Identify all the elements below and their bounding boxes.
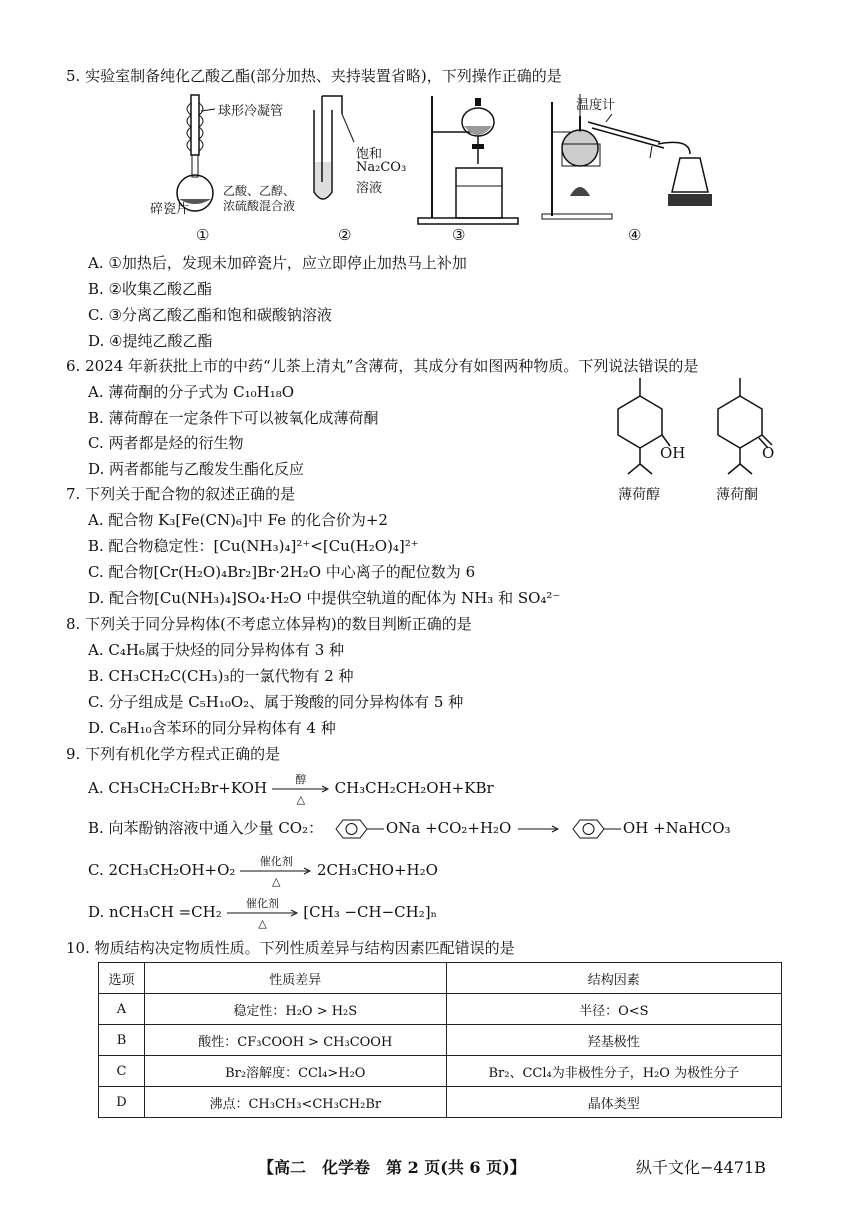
publisher-code: 纵千文化−4471B bbox=[636, 1158, 766, 1177]
table-cell: 稳定性：H₂O > H₂S bbox=[144, 994, 446, 1025]
table-cell: 羟基极性 bbox=[446, 1025, 781, 1056]
q9-d-cond-top: 催化剂 bbox=[246, 897, 280, 910]
table-header-row bbox=[99, 963, 782, 994]
menthol-group: OH bbox=[660, 444, 686, 462]
menthone-structure bbox=[700, 378, 790, 492]
table-row bbox=[99, 1087, 782, 1118]
q5-option-c: C. ③分离乙酸乙酯和饱和碳酸钠溶液 bbox=[88, 306, 332, 324]
distillation-figure bbox=[540, 92, 730, 226]
menthol-drawing bbox=[600, 378, 690, 488]
fig-num-2: ② bbox=[338, 226, 352, 244]
q6-option-b: B. 薄荷醇在一定条件下可以被氧化成薄荷酮 bbox=[88, 409, 379, 427]
q8-option-b: B. CH₃CH₂C(CH₃)₃的一氯代物有 2 种 bbox=[88, 667, 354, 685]
benzene-ring-icon bbox=[565, 818, 623, 840]
q6-option-c: C. 两者都是烃的衍生物 bbox=[88, 434, 244, 452]
saturated-label-3: 溶液 bbox=[356, 181, 383, 196]
q9-d-arrow bbox=[227, 897, 299, 930]
q6-stem: 6. 2024 年新获批上市的中药“儿茶上清丸”含薄荷，其成分有如图两种物质。下列说法错误的是 bbox=[66, 357, 699, 375]
menthol-name: 薄荷醇 bbox=[618, 487, 660, 503]
saturated-label-1: 饱和 bbox=[356, 147, 383, 162]
separating-funnel-drawing bbox=[418, 92, 528, 227]
q9-b-left: B. 向苯酚钠溶液中通入少量 CO₂： bbox=[88, 819, 324, 837]
q8-option-c: C. 分子组成是 C₅H₁₀O₂、属于羧酸的同分异构体有 5 种 bbox=[88, 693, 464, 711]
table-row bbox=[99, 1025, 782, 1056]
q9-b-mid: ONa +CO₂+H₂O bbox=[385, 819, 512, 837]
q9-option-c bbox=[88, 855, 438, 888]
table-cell: 半径：O<S bbox=[446, 994, 781, 1025]
table-cell: 晶体类型 bbox=[446, 1087, 781, 1118]
table-header-cell: 性质差异 bbox=[144, 963, 446, 994]
q8-option-a: A. C₄H₆属于炔烃的同分异构体有 3 种 bbox=[88, 641, 345, 659]
chips-label: 碎瓷片 bbox=[150, 202, 190, 217]
q9-d-cond-bot: △ bbox=[258, 917, 267, 930]
q9-c-right: 2CH₃CHO+H₂O bbox=[316, 861, 438, 879]
q9-a-arrow bbox=[272, 773, 330, 806]
q9-a-cond-top: 醇 bbox=[295, 773, 307, 786]
table-cell: 酸性：CF₃COOH > CH₃COOH bbox=[144, 1025, 446, 1056]
q7-option-b: B. 配合物稳定性：[Cu(NH₃)₄]²⁺<[Cu(H₂O)₄]²⁺ bbox=[88, 537, 419, 555]
fig-num-4: ④ bbox=[628, 226, 642, 244]
q9-d-right: [CH₃ −CH−CH₂]ₙ bbox=[303, 903, 438, 921]
q6-option-a: A. 薄荷酮的分子式为 C₁₀H₁₈O bbox=[88, 383, 295, 401]
mixture-label-2: 浓硫酸混合液 bbox=[223, 199, 296, 213]
q8-option-d: D. C₈H₁₀含苯环的同分异构体有 4 种 bbox=[88, 719, 336, 737]
q9-a-cond-bot: △ bbox=[296, 793, 306, 806]
page-footer-info: 【高二 化学卷 第 2 页(共 6 页)】 bbox=[258, 1158, 526, 1177]
menthol-structure bbox=[600, 378, 690, 492]
table-cell: D bbox=[99, 1087, 145, 1118]
table-header-cell: 选项 bbox=[99, 963, 145, 994]
q6-option-d: D. 两者都能与乙酸发生酯化反应 bbox=[88, 460, 305, 478]
q8-stem: 8. 下列关于同分异构体(不考虑立体异构)的数目判断正确的是 bbox=[66, 615, 472, 633]
q9-option-b bbox=[88, 818, 731, 840]
q9-c-arrow bbox=[240, 855, 312, 888]
table-cell: C bbox=[99, 1056, 145, 1087]
q7-option-d: D. 配合物[Cu(NH₃)₄]SO₄·H₂O 中提供空轨道的配体为 NH₃ 和 SO₄²⁻ bbox=[88, 589, 561, 607]
q5-option-b: B. ②收集乙酸乙酯 bbox=[88, 280, 213, 298]
table-row bbox=[99, 1056, 782, 1087]
mixture-label-1: 乙酸、乙醇、 bbox=[223, 184, 296, 198]
q9-b-right: OH +NaHCO₃ bbox=[622, 819, 731, 837]
menthone-drawing bbox=[700, 378, 790, 488]
distillation-drawing bbox=[540, 92, 730, 222]
fig-num-3: ③ bbox=[452, 226, 466, 244]
q9-option-d bbox=[88, 897, 438, 930]
separating-funnel-figure bbox=[418, 92, 528, 231]
menthone-group: O bbox=[762, 444, 775, 462]
q5-option-d: D. ④提纯乙酸乙酯 bbox=[88, 332, 213, 350]
q9-a-left: A. CH₃CH₂CH₂Br+KOH bbox=[88, 779, 268, 797]
saturated-label-2: Na₂CO₃ bbox=[356, 160, 407, 175]
table-cell: Br₂溶解度：CCl₄>H₂O bbox=[144, 1056, 446, 1087]
fig-num-1: ① bbox=[196, 226, 210, 244]
table-cell: A bbox=[99, 994, 145, 1025]
table-row bbox=[99, 994, 782, 1025]
q9-stem: 9. 下列有机化学方程式正确的是 bbox=[66, 745, 281, 763]
benzene-ring-icon bbox=[328, 818, 386, 840]
q10-stem: 10. 物质结构决定物质性质。下列性质差异与结构因素匹配错误的是 bbox=[66, 939, 515, 957]
table-cell: B bbox=[99, 1025, 145, 1056]
q9-d-left: D. nCH₃CH =CH₂ bbox=[88, 903, 222, 921]
q9-a-right: CH₃CH₂CH₂OH+KBr bbox=[334, 779, 494, 797]
q10-table bbox=[98, 962, 782, 1118]
q7-option-c: C. 配合物[Cr(H₂O)₄Br₂]Br·2H₂O 中心离子的配位数为 6 bbox=[88, 563, 476, 581]
table-cell: 沸点：CH₃CH₃<CH₃CH₂Br bbox=[144, 1087, 446, 1118]
reaction-arrow-icon bbox=[516, 824, 560, 834]
thermometer-label: 温度计 bbox=[576, 98, 616, 113]
table-cell: Br₂、CCl₄为非极性分子，H₂O 为极性分子 bbox=[446, 1056, 781, 1087]
q9-c-cond-top: 催化剂 bbox=[259, 855, 293, 868]
q5-stem: 5. 实验室制备纯化乙酸乙酯(部分加热、夹持装置省略)，下列操作正确的是 bbox=[66, 67, 562, 85]
q5-option-a: A. ①加热后，发现未加碎瓷片，应立即停止加热马上补加 bbox=[88, 254, 467, 272]
condenser-label: 球形冷凝管 bbox=[218, 104, 284, 119]
q9-option-a bbox=[88, 773, 494, 806]
menthone-name: 薄荷酮 bbox=[716, 487, 758, 503]
q7-option-a: A. 配合物 K₃[Fe(CN)₆]中 Fe 的化合价为+2 bbox=[88, 511, 388, 529]
q9-c-left: C. 2CH₃CH₂OH+O₂ bbox=[88, 861, 236, 879]
table-header-cell: 结构因素 bbox=[446, 963, 781, 994]
q7-stem: 7. 下列关于配合物的叙述正确的是 bbox=[66, 485, 296, 503]
q9-c-cond-bot: △ bbox=[271, 875, 281, 888]
